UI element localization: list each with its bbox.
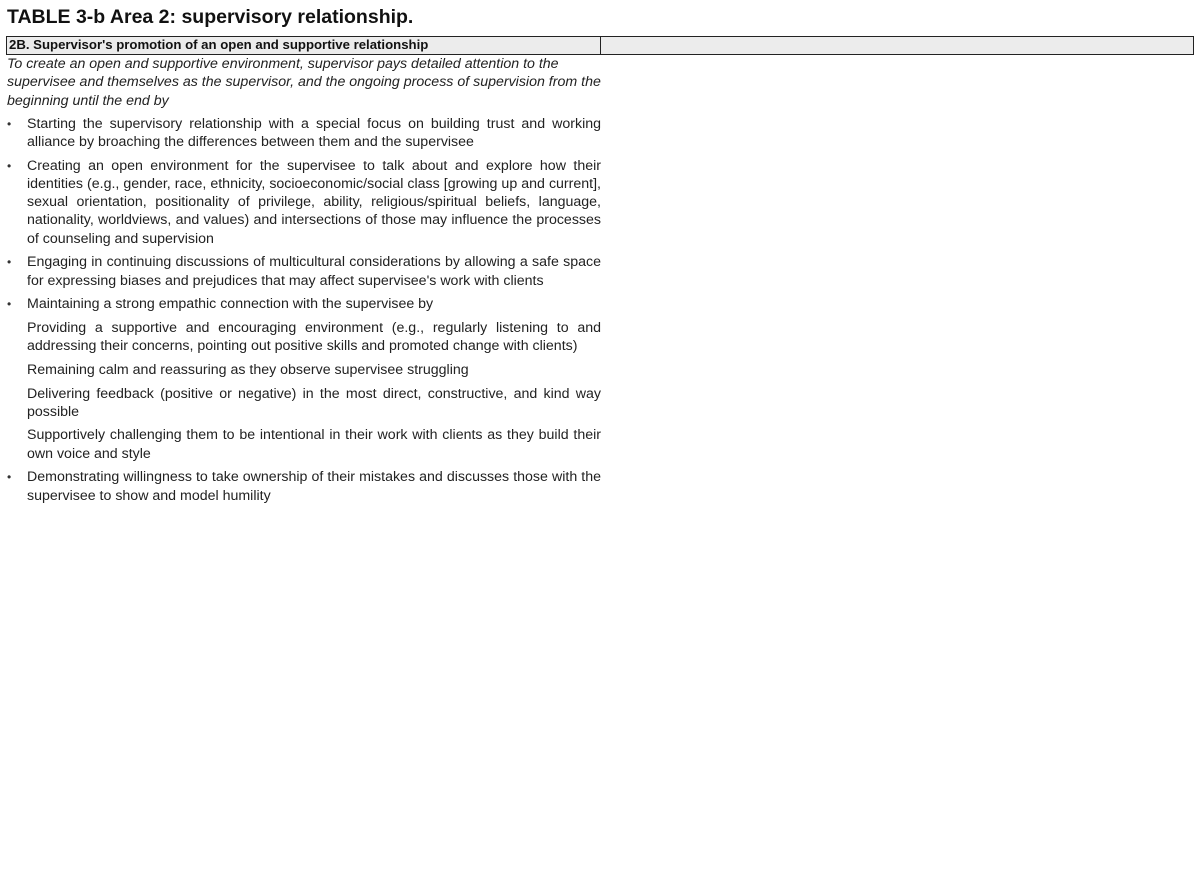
list-item-text: Starting the supervisory relationship with a special focus on building trust and working alliance by broaching the differences between them and the supervisee — [27, 115, 601, 151]
table-header-cell-left: 2B. Supervisor's promotion of an open and supportive relationship — [7, 37, 601, 54]
list-item-text: Demonstrating willingness to take ownership of their mistakes and discusses those with the supervisee to show and model humility — [27, 469, 601, 504]
bullet-marker: • — [7, 255, 12, 270]
bullet-marker: • — [7, 158, 12, 173]
intro-text: To create an open and supportive environment, supervisor pays detailed attention to the supervisee and themselves as the supervisor, and the ongoing process of supervision from the beginning until the end by — [7, 56, 601, 109]
list-item — [7, 253, 601, 289]
list-item-text: Providing a supportive and encouraging environment (e.g., regularly listening to and addressing their concerns, pointing out positive skills and promoted change with clients) — [27, 319, 601, 355]
list-item — [7, 361, 601, 379]
bullet-marker: • — [7, 297, 12, 312]
list-item — [7, 115, 601, 151]
list-item — [7, 295, 601, 313]
list-item-text: Engaging in continuing discussions of multicultural considerations by allowing a safe space for expressing biases and prejudices that may affect supervisee's work with clients — [27, 254, 601, 289]
list-item — [7, 468, 601, 504]
list-item-text: Supportively challenging them to be intentional in their work with clients as they build their own voice and style — [27, 427, 601, 462]
table-header-row — [6, 36, 1194, 55]
list-item-text: Maintaining a strong empathic connection with the supervisee by — [27, 296, 434, 313]
table-body-cell — [7, 55, 601, 510]
bullet-marker: • — [7, 116, 12, 131]
list-item — [7, 385, 601, 421]
list-item-text: Delivering feedback (positive or negative) in the most direct, constructive, and kind way possible — [27, 385, 601, 420]
table-title: TABLE 3-b Area 2: supervisory relationship. — [7, 6, 414, 28]
list-item-text: Remaining calm and reassuring as they observe supervisee struggling — [27, 361, 469, 378]
list-item — [7, 319, 601, 355]
list-item-text: Creating an open environment for the supervisee to talk about and explore how their identities (e.g., gender, race, ethnicity, socioeconomic/social class [growing up and current], sexual orientation, positionality of privilege, ability, religious/spiritual beliefs, language, nationality, worldviews, and values) and intersections of those may influence the processes of counseling and supervision — [27, 157, 601, 247]
table-header-cell-right — [601, 37, 1193, 54]
bullet-marker: • — [7, 470, 12, 485]
list-item — [7, 157, 601, 248]
list-item — [7, 426, 601, 462]
